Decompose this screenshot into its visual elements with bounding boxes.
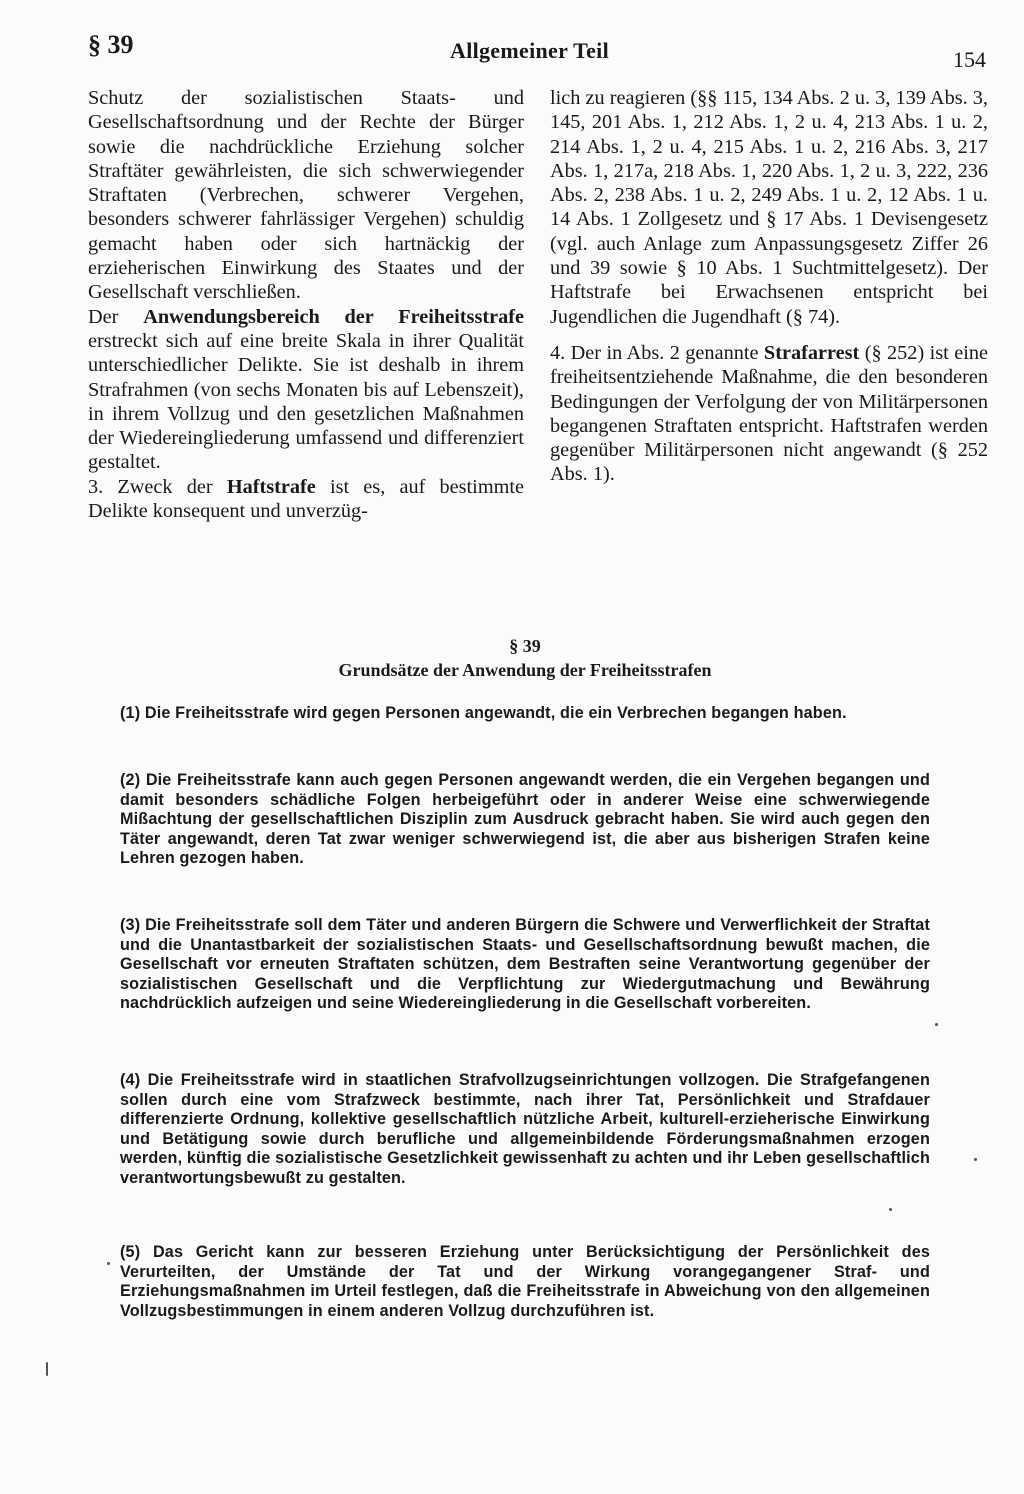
emphasis-term: Haftstrafe [226,475,316,498]
scan-speck [107,1262,110,1265]
page-number: 154 [953,47,986,72]
commentary-paragraph: Der Anwendungsbereich der Freiheitsstrafe erstreckt sich auf eine breite Skala in ihrer Qualität unterschiedlicher Delikte. Sie ist deshalb in ihrem Strafrahmen (von sechs Monaten bis auf Lebenszeit), in ihrem Vollzug und den gesetzlichen Maßnahmen der Wiedereingliederung umfassend und differenziert gestaltet. [88,305,524,474]
commentary-left-column [88,86,524,523]
statute-paragraph-1: (1) Die Freiheitsstrafe wird gegen Personen angewandt, die ein Verbrechen begangen haben. [120,704,847,722]
article-heading-block [120,634,930,682]
scan-speck [889,1208,892,1211]
statute-paragraph-3: (3) Die Freiheitsstrafe soll dem Täter und anderen Bürgern die Schwere und Verwerflichkeit der Straftat und die Unantastbarkeit der sozialistischen Staats- und Gesellschaftsordnung bewußt machen, die Gesellschaft vor erneuten Straftaten schützen, dem Bestraften seine Verantwortung gegenüber der sozialistischen Gesellschaft und die Verpflichtung zur Wiedergutmachung und Bewährung nachdrücklich aufzeigen und seine Wiedereingliederung in die Gesellschaft vorbereiten. [120,916,930,1012]
commentary-paragraph: Schutz der sozialistischen Staats- und Gesellschaftsordnung und der Rechte der Bürger sowie die nachdrückliche Erziehung solcher Straftäter gewährleisten, die sich schwerwiegender Straftaten (Verbrechen, schwerer Vergehen, besonders schwerer fahrlässiger Vergehen) schuldig gemacht haben oder sich hartnäckig der erzieherischen Einwirkung des Staates und der Gesellschaft verschließen. [88,87,524,304]
commentary-paragraph: 4. Der in Abs. 2 genannte Strafarrest (§ 252) ist eine freiheitsentziehende Maßnahme, die den besonderen Bedingungen der Verfolgung der von Militärpersonen begangenen Straftaten entspricht. Haftstrafen werden gegenüber Militärpersonen nicht angewandt (§ 252 Abs. 1). [550,341,988,486]
emphasis-term: Strafarrest [763,341,860,364]
running-title: Allgemeiner Teil [450,38,609,63]
statute-paragraph-2: (2) Die Freiheitsstrafe kann auch gegen Personen angewandt werden, die ein Vergehen begangen und damit besonders schädliche Folgen herbeigeführt oder in anderer Weise eine schwerwiegende Mißachtung der gesellschaftlichen Disziplin zum Ausdruck gebracht haben. Sie wird auch gegen den Täter angewandt, deren Tat zwar weniger schwerwiegend ist, die aber aus bisherigen Strafen keine Lehren gezogen haben. [120,771,930,867]
note-number: 3. [88,475,104,498]
article-title: Grundsätze der Anwendung der Freiheitsstrafen [338,660,712,680]
commentary-paragraph: 3. Zweck der Haftstrafe ist es, auf bestimmte Delikte konsequent und unverzüg- [88,475,525,523]
scan-mark [46,1362,48,1376]
statute-paragraph-4: (4) Die Freiheitsstrafe wird in staatlichen Strafvollzugseinrichtungen vollzogen. Die Strafgefangenen sollen durch eine vom Strafzweck bestimmte, nach ihrer Tat, Persönlichkeit und Strafdauer differenzierte Ordnung, kollektive gesellschaftlich nützliche Arbeit, kulturell-erzieherische Einwirkung und Betätigung sowie durch berufliche und allgemeinbildende Förderungsmaßnahmen erzogen werden, künftig die sozialistische Gesetzlichkeit gewissenhaft zu achten und ihr Leben gesellschaftlich verantwortungsbewußt zu gestalten. [120,1071,930,1187]
article-number: § 39 [509,636,541,656]
running-section-number: § 39 [88,30,134,59]
emphasis-term: Anwendungsbereich der Freiheitsstrafe [143,305,524,328]
scan-speck [974,1158,977,1161]
note-number: 4. [550,341,566,364]
scan-speck [935,1023,938,1026]
commentary-paragraph: lich zu reagieren (§§ 115, 134 Abs. 2 u. 3, 139 Abs. 3, 145, 201 Abs. 1, 212 Abs. 1, 2 u. 4, 213 Abs. 1 u. 2, 214 Abs. 1, 2 u. 4, 215 Abs. 1 u. 2, 216 Abs. 3, 217 Abs. 1, 217a, 218 Abs. 1, 220 Abs. 1, 2 u. 3, 222, 236 Abs. 2, 238 Abs. 1 u. 2, 249 Abs. 1 u. 2, 12 Abs. 1 u. 14 Abs. 1 Zollgesetz und § 17 Abs. 1 Devisengesetz (vgl. auch Anlage zum Anpassungsgesetz Ziffer 26 und 39 sowie § 10 Abs. 1 Suchtmittelgesetz). Der Haftstrafe bei Erwachsenen entspricht bei Jugendlichen die Jugendhaft (§ 74). [550,87,988,328]
paragraph-gap [550,329,988,341]
statute-paragraph-5: (5) Das Gericht kann zur besseren Erziehung unter Berücksichtigung der Persönlichkeit des Verurteilten, der Umstände der Tat und der Wirkung vorangegangener Straf- und Erziehungsmaßnahmen im Urteil festlegen, daß die Freiheitsstrafe in Abweichung von den allgemeinen Vollzugsbestimmungen in einem anderen Vollzug durchzuführen ist. [120,1243,930,1320]
commentary-right-column [550,86,988,487]
